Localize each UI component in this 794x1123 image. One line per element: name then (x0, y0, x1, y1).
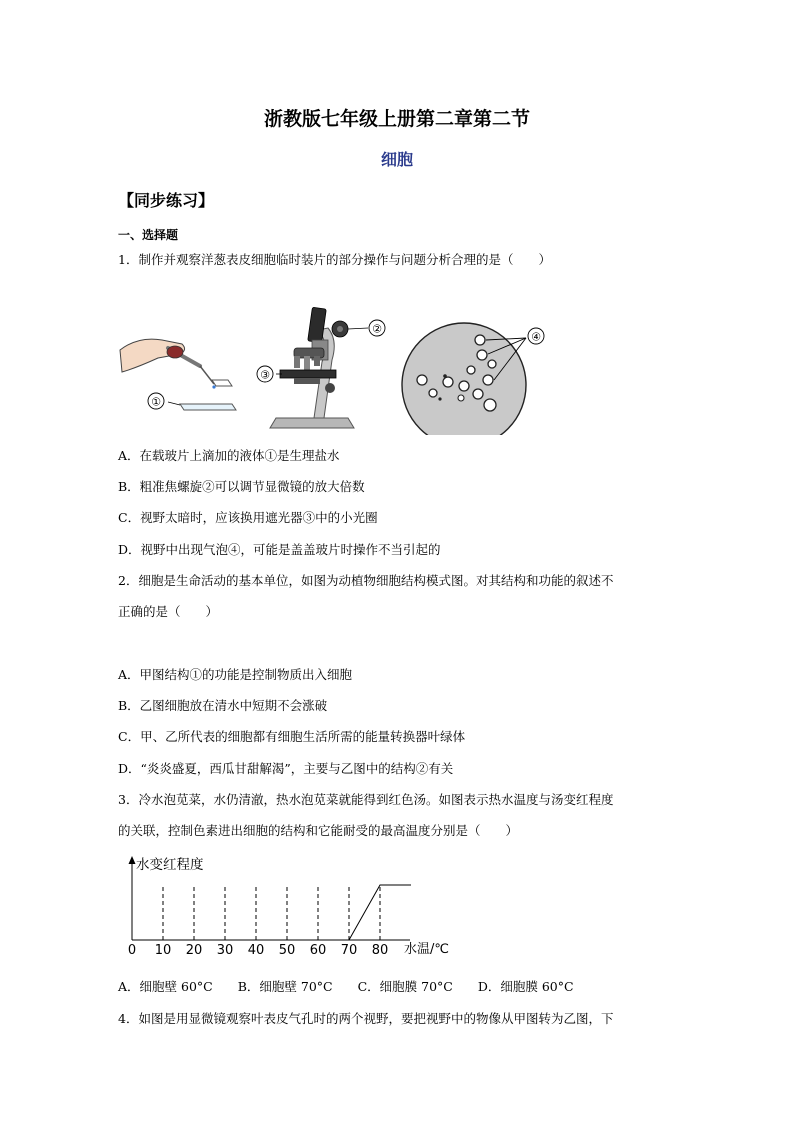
x-tick-label-80: 80 (371, 943, 389, 958)
x-axis-label: 水温/℃ (404, 942, 449, 957)
x-tick-label-60: 60 (309, 943, 327, 958)
q4-stem-line1: 4．如图是用显微镜观察叶表皮气孔时的两个视野，要把视野中的物像从甲图转为乙图，下 (118, 1011, 614, 1026)
chart-grid (163, 885, 380, 940)
label-3: ③ (260, 368, 270, 382)
q3-stem-line2: 的关联，控制色素进出细胞的结构和它能耐受的最高温度分别是（ ） (118, 823, 519, 838)
section-heading: 【同步练习】 (118, 191, 215, 210)
x-tick-labels (128, 943, 388, 958)
y-axis-arrow (129, 856, 136, 864)
q2-option-d: D．“炎炎盛夏，西瓜甘甜解渴”，主要与乙图中的结构②有关 (118, 761, 454, 776)
document-title: 浙教版七年级上册第二章第二节 (263, 108, 530, 130)
q1-option-a: A．在载玻片上滴加的液体①是生理盐水 (118, 448, 340, 463)
x-tick-label-20: 20 (185, 943, 203, 958)
x-tick-label-50: 50 (278, 943, 296, 958)
part-heading: 一、选择题 (118, 228, 179, 242)
y-axis-label: 水变红程度 (136, 857, 204, 873)
label-1: ① (151, 395, 161, 409)
field-of-view (402, 323, 544, 435)
series-line (132, 885, 411, 940)
label-2: ② (372, 322, 382, 336)
q2-stem-line1: 2．细胞是生命活动的基本单位，如图为动植物细胞结构模式图。对其结构和功能的叙述不 (118, 573, 614, 588)
x-tick-label-30: 30 (216, 943, 234, 958)
q1-stem: 1．制作并观察洋葱表皮细胞临时装片的部分操作与问题分析合理的是（ ） (118, 252, 551, 267)
q2-option-a: A．甲图结构①的功能是控制物质出入细胞 (118, 667, 353, 682)
x-tick-label-10: 10 (154, 943, 172, 958)
q3-chart (118, 852, 468, 962)
q3-stem-line1: 3．冷水泡苋菜，水仍清澈，热水泡苋菜就能得到红色汤。如图表示热水温度与汤变红程度 (118, 792, 614, 807)
dropper-illustration (120, 339, 236, 410)
x-tick-label-40: 40 (247, 943, 265, 958)
q1-option-c: C．视野太暗时，应该换用遮光器③中的小光圈 (118, 510, 378, 525)
q2-option-c: C．甲、乙所代表的细胞都有细胞生活所需的能量转换器叶绿体 (118, 729, 466, 744)
x-tick-label-70: 70 (340, 943, 358, 958)
q2-option-b: B．乙图细胞放在清水中短期不会涨破 (118, 698, 328, 713)
microscope-illustration (257, 307, 385, 428)
document-subtitle: 细胞 (380, 150, 413, 169)
q1-figures (118, 300, 558, 435)
q3-options: A．细胞壁 60°C B．细胞壁 70°C C．细胞膜 70°C D．细胞膜 60°C (118, 979, 574, 994)
x-tick-label-0: 0 (127, 943, 137, 958)
q1-option-b: B．粗准焦螺旋②可以调节显微镜的放大倍数 (118, 479, 365, 494)
q2-stem-line2: 正确的是（ ） (118, 604, 219, 619)
q1-option-d: D．视野中出现气泡④，可能是盖盖玻片时操作不当引起的 (118, 542, 441, 557)
label-4: ④ (531, 330, 541, 344)
